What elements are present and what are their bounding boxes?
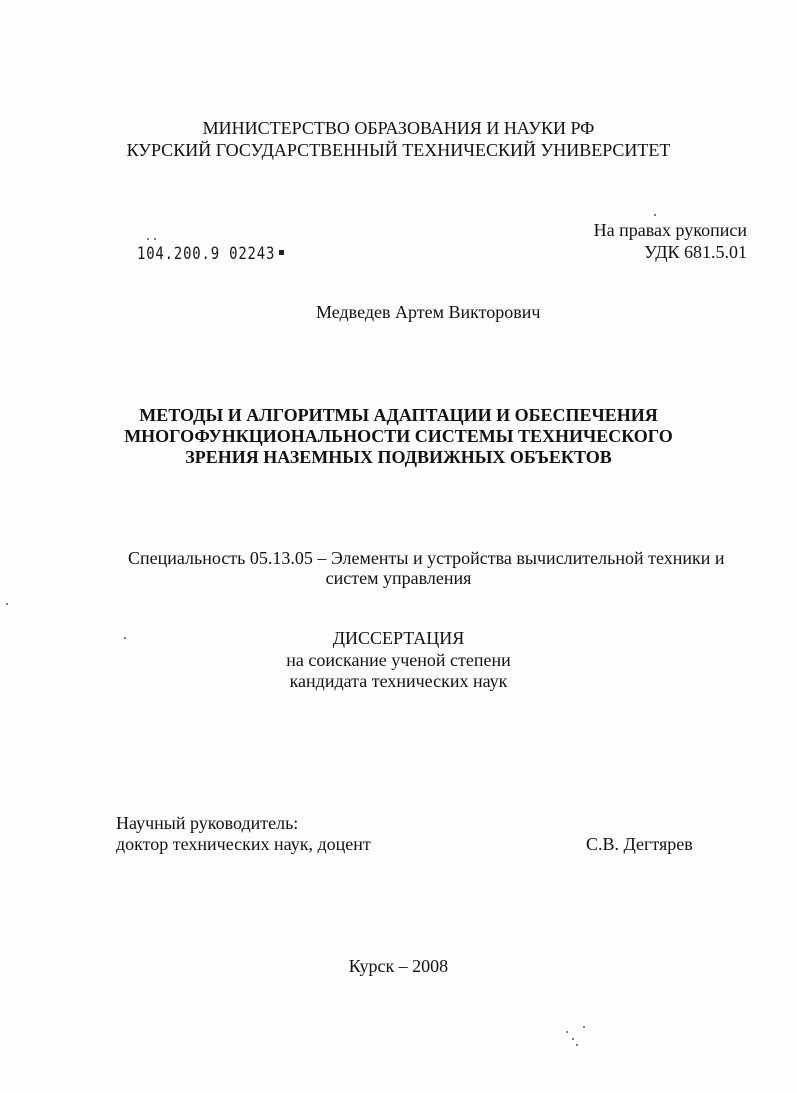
registration-stamp: 104.200.9 02243	[137, 244, 276, 264]
scan-speck	[566, 1031, 568, 1033]
specialty-line-1: Специальность 05.13.05 – Элементы и устройства вычислительной техники и	[128, 548, 725, 568]
udc-code: УДК 681.5.01	[644, 242, 747, 262]
specialty-line-2: систем управления	[325, 568, 472, 588]
thesis-title-line-2: МНОГОФУНКЦИОНАЛЬНОСТИ СИСТЕМЫ ТЕХНИЧЕСКОГО	[124, 426, 673, 446]
thesis-title-line-3: ЗРЕНИЯ НАЗЕМНЫХ ПОДВИЖНЫХ ОБЪЕКТОВ	[185, 447, 612, 467]
supervisor-label: Научный руководитель:	[116, 813, 299, 833]
scan-speck	[654, 214, 656, 216]
thesis-title-line-1: МЕТОДЫ И АЛГОРИТМЫ АДАПТАЦИИ И ОБЕСПЕЧЕНИЯ	[139, 405, 658, 425]
dissertation-heading: ДИССЕРТАЦИЯ	[332, 628, 465, 648]
scan-speck	[583, 1026, 585, 1028]
university-heading: КУРСКИЙ ГОСУДАРСТВЕННЫЙ ТЕХНИЧЕСКИЙ УНИВЕРСИТЕТ	[126, 140, 671, 160]
scan-speck	[576, 1044, 578, 1046]
ministry-heading: МИНИСТЕРСТВО ОБРАЗОВАНИЯ И НАУКИ РФ	[202, 118, 595, 138]
scan-speck	[147, 238, 149, 240]
manuscript-rights-note: На правах рукописи	[593, 220, 747, 240]
author-name: Медведев Артем Викторович	[316, 302, 541, 322]
degree-line-1: на соискание ученой степени	[286, 650, 511, 670]
scan-speck	[6, 603, 8, 605]
city-year-footer: Курск – 2008	[348, 956, 449, 976]
scan-speck	[572, 1038, 574, 1040]
supervisor-name: С.В. Дегтярев	[586, 834, 693, 854]
scan-speck	[154, 238, 156, 240]
stamp-dot-mark	[279, 250, 284, 255]
supervisor-title: доктор технических наук, доцент	[116, 834, 371, 854]
scan-speck	[124, 637, 126, 639]
degree-line-2: кандидата технических наук	[289, 671, 508, 691]
